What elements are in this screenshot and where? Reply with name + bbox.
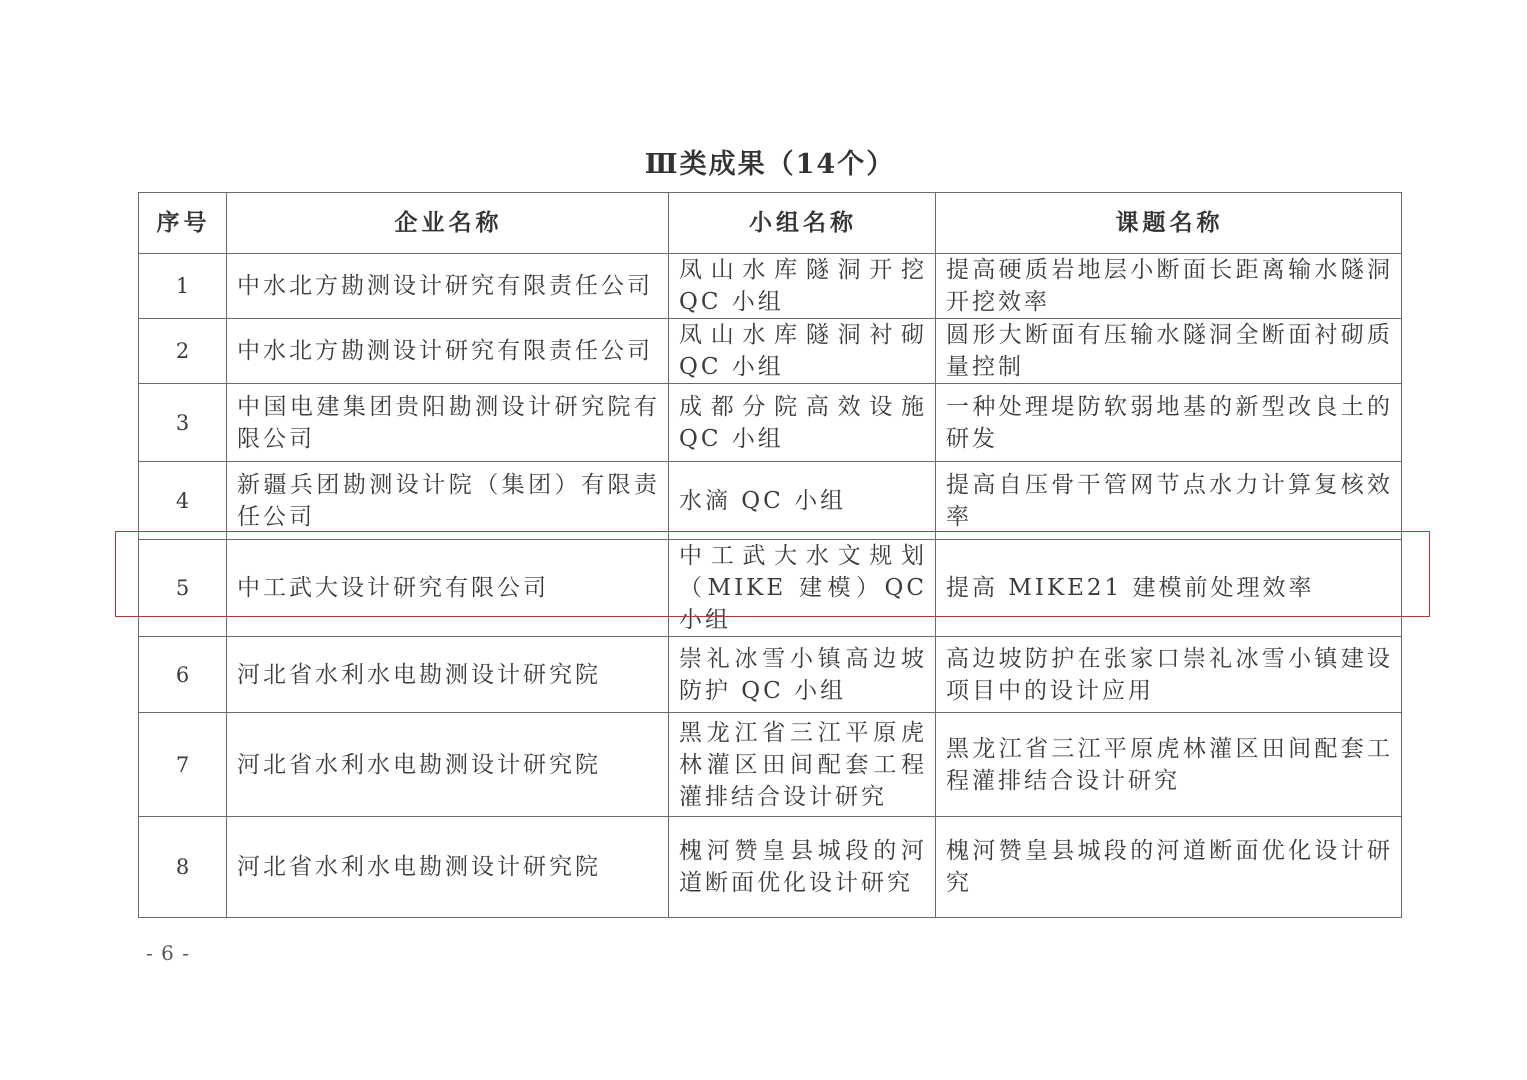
row-group: 水滴 QC 小组 — [669, 462, 936, 540]
header-group: 小组名称 — [669, 193, 936, 254]
row-topic: 提高 MIKE21 建模前处理效率 — [936, 540, 1402, 637]
row-index: 4 — [139, 462, 227, 540]
row-company: 中工武大设计研究有限公司 — [227, 540, 669, 637]
table-row — [139, 637, 1402, 713]
page-title: Ⅲ类成果（14个） — [644, 149, 896, 180]
row-topic: 提高自压骨干管网节点水力计算复核效率 — [936, 462, 1402, 540]
row-topic: 黑龙江省三江平原虎林灌区田间配套工程灌排结合设计研究 — [936, 713, 1402, 817]
results-table — [138, 192, 1402, 918]
row-company: 新疆兵团勘测设计院（集团）有限责任公司 — [227, 462, 669, 540]
row-company: 河北省水利水电勘测设计研究院 — [227, 817, 669, 918]
row-index: 2 — [139, 319, 227, 384]
row-index: 8 — [139, 817, 227, 918]
table-row — [139, 817, 1402, 918]
row-topic: 提高硬质岩地层小断面长距离输水隧洞开挖效率 — [936, 254, 1402, 319]
header-topic: 课题名称 — [936, 193, 1402, 254]
row-group: 凤山水库隧洞衬砌 QC 小组 — [669, 319, 936, 384]
row-index: 5 — [139, 540, 227, 637]
row-topic: 槐河赞皇县城段的河道断面优化设计研究 — [936, 817, 1402, 918]
row-index: 6 — [139, 637, 227, 713]
row-group: 成都分院高效设施 QC 小组 — [669, 384, 936, 462]
table-row — [139, 254, 1402, 319]
row-group: 凤山水库隧洞开挖 QC 小组 — [669, 254, 936, 319]
row-index: 3 — [139, 384, 227, 462]
row-topic: 圆形大断面有压输水隧洞全断面衬砌质量控制 — [936, 319, 1402, 384]
table-row — [139, 384, 1402, 462]
row-topic: 高边坡防护在张家口崇礼冰雪小镇建设项目中的设计应用 — [936, 637, 1402, 713]
row-index: 1 — [139, 254, 227, 319]
row-group: 崇礼冰雪小镇高边坡防护 QC 小组 — [669, 637, 936, 713]
header-index: 序号 — [139, 193, 227, 254]
row-group: 黑龙江省三江平原虎林灌区田间配套工程灌排结合设计研究 — [669, 713, 936, 817]
table-row — [139, 540, 1402, 637]
row-index: 7 — [139, 713, 227, 817]
page-number: - 6 - — [146, 941, 190, 965]
table-row — [139, 319, 1402, 384]
row-company: 河北省水利水电勘测设计研究院 — [227, 713, 669, 817]
header-company: 企业名称 — [227, 193, 669, 254]
table-row — [139, 462, 1402, 540]
row-company: 河北省水利水电勘测设计研究院 — [227, 637, 669, 713]
row-company: 中水北方勘测设计研究有限责任公司 — [227, 319, 669, 384]
row-topic: 一种处理堤防软弱地基的新型改良土的研发 — [936, 384, 1402, 462]
table-row — [139, 713, 1402, 817]
row-group: 中工武大水文规划（MIKE 建模）QC 小组 — [669, 540, 936, 637]
table-header-row — [139, 193, 1402, 254]
row-group: 槐河赞皇县城段的河道断面优化设计研究 — [669, 817, 936, 918]
row-company: 中水北方勘测设计研究有限责任公司 — [227, 254, 669, 319]
row-company: 中国电建集团贵阳勘测设计研究院有限公司 — [227, 384, 669, 462]
